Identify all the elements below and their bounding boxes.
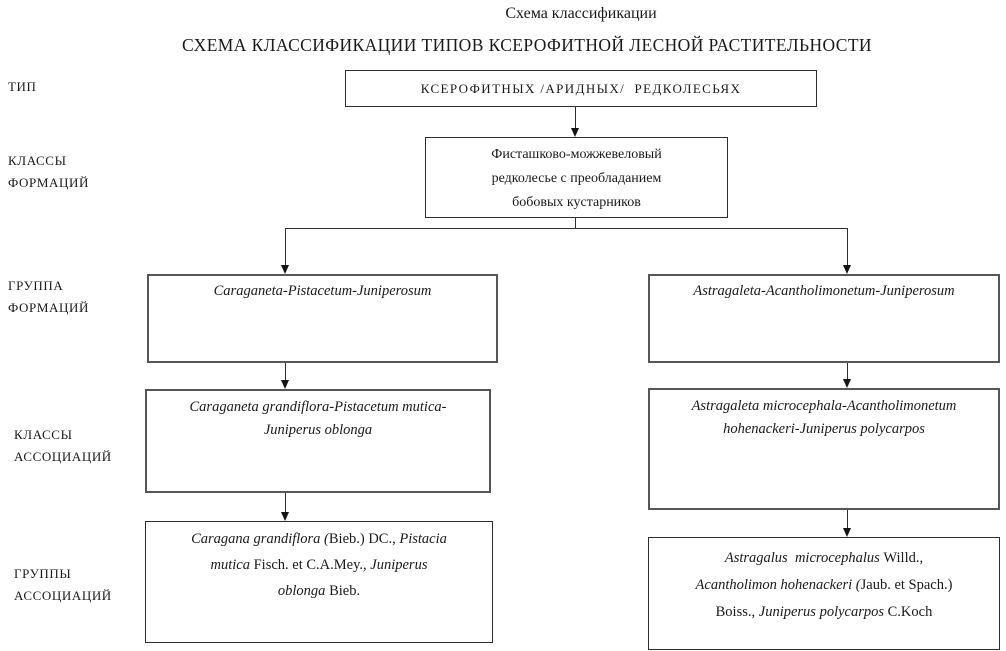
author-citation: Boiss., (715, 604, 759, 620)
author-citation: Jaub. et Spach.) (860, 577, 953, 593)
node-text-line: редколесье с преобладанием (491, 171, 662, 186)
arrowhead-icon (843, 265, 851, 274)
connector-left-class-to-assoc-group (285, 493, 286, 512)
connector-branch-bar (285, 228, 848, 229)
species-name: mutica (210, 557, 254, 573)
node-text-line (649, 545, 999, 572)
rank-label-line: ФОРМАЦИЙ (8, 175, 89, 190)
species-name: Astragalus microcephalus (724, 550, 884, 566)
arrowhead-icon (571, 128, 579, 137)
rank-label-line: КЛАССЫ (8, 153, 67, 168)
page-title: Схема классификации (505, 5, 657, 22)
node-formation-group-right-box (648, 274, 1000, 363)
rank-label-formation-group (8, 275, 89, 319)
connector-type-to-formation-class (575, 107, 576, 129)
node-text-line: Фисташково-можжевеловый (491, 147, 662, 162)
connector-branch-to-left-group (285, 228, 286, 266)
rank-label-line: АССОЦИАЦИЙ (14, 449, 112, 464)
node-text-line (649, 572, 999, 599)
connector-right-class-to-assoc-group (847, 510, 848, 528)
author-citation: Willd., (883, 550, 924, 566)
node-text-line: hohenackeri-Juniperus polycarpos (723, 421, 925, 437)
node-type-box: КСЕРОФИТНЫХ /АРИДНЫХ/ РЕДКОЛЕСЬЯХ (345, 70, 817, 107)
node-association-group-left-box (145, 521, 493, 643)
node-formation-class-box (425, 137, 728, 218)
species-name: Juniperus polycarpos (758, 604, 888, 620)
node-text-line: Caraganeta grandiflora-Pistacetum mutica- (189, 399, 447, 415)
node-formation-group-left-box (147, 274, 498, 363)
node-text-line: Juniperus oblonga (263, 422, 373, 438)
rank-label-line: АССОЦИАЦИЙ (14, 588, 112, 603)
node-text-line: Caraganeta-Pistacetum-Juniperosum (213, 283, 432, 299)
rank-label-association-classes (14, 424, 112, 468)
author-citation: Bieb.) DC., (328, 531, 400, 547)
node-text-line (146, 578, 492, 604)
rank-label-type (8, 76, 37, 98)
arrowhead-icon (281, 380, 289, 389)
node-association-class-right-box (648, 388, 1000, 510)
author-citation: C.Koch (887, 604, 933, 620)
arrowhead-icon (843, 379, 851, 388)
species-name: Pistacia (399, 531, 447, 547)
species-name: Juniperus (370, 557, 428, 573)
node-text-line (146, 552, 492, 578)
species-name: oblonga (277, 583, 330, 599)
connector-left-group-to-class (285, 363, 286, 380)
arrowhead-icon (281, 512, 289, 521)
node-association-class-left-box (145, 389, 491, 493)
author-citation: Fisch. et C.A.Mey., (253, 557, 371, 573)
rank-label-line: КЛАССЫ (14, 427, 73, 442)
connector-branch-to-right-group (847, 228, 848, 266)
node-association-group-right-box (648, 537, 1000, 650)
arrowhead-icon (281, 265, 289, 274)
rank-label-line: ГРУППЫ (14, 566, 72, 581)
connector-right-group-to-class (847, 363, 848, 379)
rank-label-association-groups (14, 563, 112, 607)
species-name: Acantholimon hohenackeri ( (695, 577, 861, 593)
node-text-line: бобовых кустарников (512, 195, 641, 210)
rank-label-line: ТИП (8, 79, 37, 94)
diagram-title: СХЕМА КЛАССИФИКАЦИИ ТИПОВ КСЕРОФИТНОЙ ЛЕСНОЙ РАСТИТЕЛЬНОСТИ (182, 35, 872, 55)
rank-label-formation-classes (8, 150, 89, 194)
node-text-line (146, 526, 492, 552)
node-text-line: Astragaleta-Acantholimonetum-Juniperosum (693, 283, 955, 299)
arrowhead-icon (843, 528, 851, 537)
rank-label-line: ГРУППА (8, 278, 64, 293)
author-citation: Bieb. (329, 583, 361, 599)
species-name: Caragana grandiflora ( (191, 531, 329, 547)
node-text-line: Astragaleta microcephala-Acantholimonetum (691, 398, 957, 414)
node-text-line (649, 599, 999, 626)
rank-label-line: ФОРМАЦИЙ (8, 300, 89, 315)
connector-formation-class-stub (575, 218, 576, 228)
